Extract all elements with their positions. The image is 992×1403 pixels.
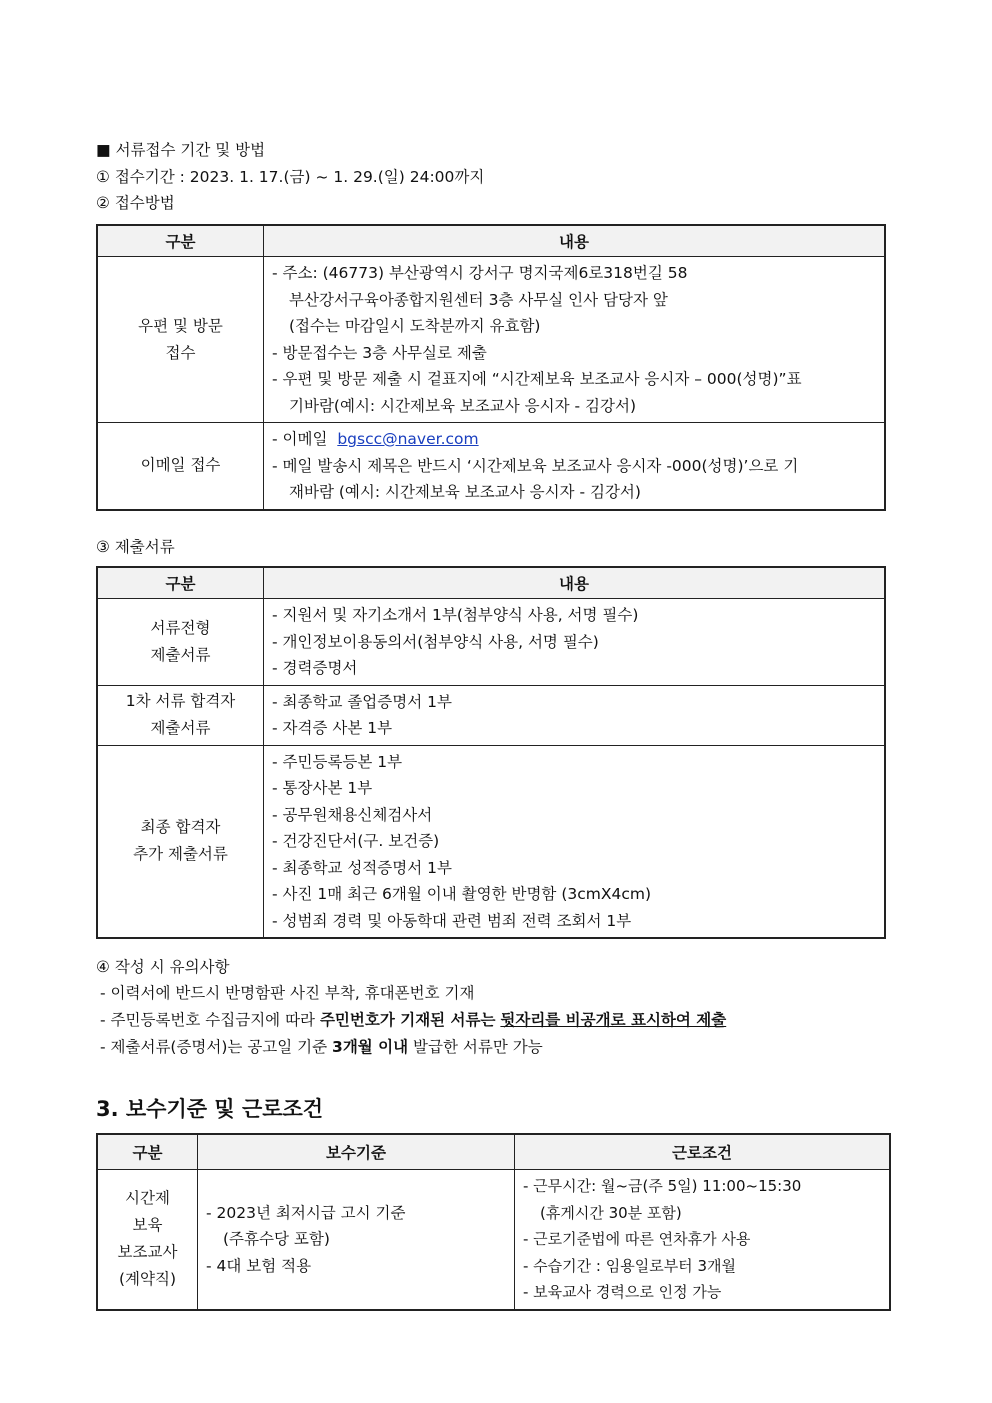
- category-line: 제출서류: [150, 645, 211, 664]
- category-line: (계약직): [118, 1270, 176, 1289]
- docs-row-category: [97, 685, 264, 745]
- pay-table: [96, 1133, 891, 1311]
- receipt-method-label: ② 접수방법: [96, 194, 175, 212]
- method-header-content: 내용: [264, 225, 886, 257]
- category-line: 서류전형: [150, 618, 211, 637]
- category-line: 최종 합격자: [140, 818, 221, 837]
- note-text: - 제출서류(증명서)는 공고일 기준: [100, 1038, 333, 1056]
- pay-line: (주휴수당 포함): [223, 1230, 330, 1248]
- category-line: 보육: [132, 1216, 163, 1235]
- section3-title: 3. 보수기준 및 근로조건: [96, 1097, 324, 1121]
- content-line: - 방문접수는 3층 사무실로 제출: [272, 343, 487, 362]
- pay-header-category: 구분: [97, 1134, 198, 1170]
- content-line: - 우편 및 방문 제출 시 겉표지에 “시간제보육 보조교사 응시자 – 000(성명)”표: [272, 370, 802, 388]
- doc-item: - 주민등록등본 1부: [272, 752, 403, 771]
- doc-item: - 사진 1매 최근 6개월 이내 촬영한 반명함 (3cmX4cm): [272, 885, 652, 903]
- work-conditions: [515, 1170, 891, 1310]
- method-row-post-content: [264, 257, 886, 423]
- pay-line: - 2023년 최저시급 고시 기준: [206, 1203, 406, 1222]
- pay-category: [97, 1170, 198, 1310]
- receipt-period: ① 접수기간 : 2023. 1. 17.(금) ~ 1. 29.(일) 24:00까지: [96, 168, 485, 186]
- method-row-email-content: [264, 423, 886, 510]
- note-text: - 주민등록번호 수집금지에 따라: [100, 1011, 320, 1029]
- method-row-post-category: [97, 257, 264, 423]
- notes-line-1: - 이력서에 반드시 반명함판 사진 부착, 휴대폰번호 기재: [100, 984, 475, 1002]
- method-header-category: 구분: [97, 225, 264, 257]
- notes-line-2: [100, 1009, 726, 1031]
- note-bold: 주민번호가 기재된 서류는: [319, 1011, 496, 1029]
- docs-row-category: [97, 599, 264, 686]
- note-bold: 3개월 이내: [332, 1038, 409, 1056]
- docs-header-category: 구분: [97, 567, 264, 599]
- pay-header-conditions: 근로조건: [515, 1134, 891, 1170]
- docs-header-content: 내용: [264, 567, 886, 599]
- pay-line: - 4대 보험 적용: [206, 1256, 312, 1275]
- docs-row-items: [264, 745, 886, 938]
- method-table: [96, 224, 886, 511]
- doc-item: - 통장사본 1부: [272, 779, 373, 797]
- category-line: 1차 서류 합격자: [125, 692, 236, 710]
- category-line: 시간제: [125, 1189, 170, 1208]
- docs-row-items: [264, 599, 886, 686]
- condition-line: (휴게시간 30분 포함): [540, 1203, 682, 1222]
- doc-item: - 건강진단서(구. 보건증): [272, 832, 440, 850]
- docs-table: [96, 566, 886, 939]
- pay-header-pay: 보수기준: [198, 1134, 515, 1170]
- note-text: 발급한 서류만 가능: [408, 1038, 543, 1056]
- content-line: - 주소: (46773) 부산광역시 강서구 명지국제6로318번길 58: [272, 264, 688, 282]
- note-underline: 뒷자리를 비공개로 표시하여 제출: [500, 1011, 727, 1029]
- method-row-email-category: 이메일 접수: [97, 423, 264, 510]
- email-link[interactable]: bgscc@naver.com: [337, 430, 479, 448]
- category-line: 제출서류: [150, 719, 211, 737]
- docs-row-items: [264, 685, 886, 745]
- email-prefix: - 이메일: [272, 430, 328, 448]
- email-line: [272, 426, 884, 453]
- doc-item: - 자격증 사본 1부: [272, 719, 393, 737]
- category-line: 우편 및 방문: [138, 316, 223, 335]
- doc-item: - 성범죄 경력 및 아동학대 관련 범죄 전력 조회서 1부: [272, 911, 632, 930]
- docs-row-category: [97, 745, 264, 938]
- content-line: 부산강서구육아종합지원센터 3층 사무실 인사 담당자 앞: [289, 290, 668, 309]
- pay-standard: [198, 1170, 515, 1310]
- category-line: 접수: [165, 343, 196, 362]
- content-line: (접수는 마감일시 도착분까지 유효함): [289, 317, 541, 335]
- condition-line: - 수습기간 : 임용일로부터 3개월: [523, 1256, 736, 1275]
- content-line: 재바람 (예시: 시간제보육 보조교사 응시자 - 김강서): [289, 483, 641, 501]
- condition-line: - 근로기준법에 따른 연차휴가 사용: [523, 1230, 751, 1248]
- doc-item: - 최종학교 성적증명서 1부: [272, 858, 452, 877]
- notes-line-3: [100, 1036, 543, 1058]
- doc-item: - 지원서 및 자기소개서 1부(첨부양식 사용, 서명 필수): [272, 606, 639, 624]
- content-line: - 메일 발송시 제목은 반드시 ‘시간제보육 보조교사 응시자 -000(성명)’으로 기: [272, 456, 799, 475]
- category-line: 추가 제출서류: [133, 845, 228, 864]
- condition-line: - 보육교사 경력으로 인정 가능: [523, 1283, 722, 1301]
- condition-line: - 근무시간: 월~금(주 5일) 11:00~15:30: [523, 1177, 802, 1195]
- category-line: 보조교사: [117, 1243, 178, 1262]
- doc-item: - 공무원채용신체검사서: [272, 805, 433, 824]
- receipt-heading: ■ 서류접수 기간 및 방법: [96, 141, 266, 159]
- doc-item: - 개인정보이용동의서(첨부양식 사용, 서명 필수): [272, 632, 599, 651]
- docs-label: ③ 제출서류: [96, 538, 175, 556]
- notes-label: ④ 작성 시 유의사항: [96, 958, 230, 976]
- doc-item: - 경력증명서: [272, 659, 358, 677]
- doc-item: - 최종학교 졸업증명서 1부: [272, 692, 452, 711]
- content-line: 기바람(예시: 시간제보육 보조교사 응시자 - 김강서): [289, 396, 637, 415]
